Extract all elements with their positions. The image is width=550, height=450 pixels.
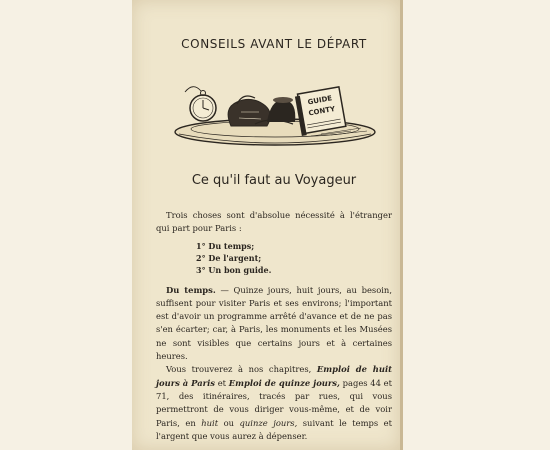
body-text <box>156 209 392 443</box>
section-title: Ce qu'il faut au Voyageur <box>191 173 357 188</box>
chapter-ref-eight-days: Emploi de huit jours à Paris <box>156 364 392 388</box>
list-item: 1° Du temps; <box>196 240 255 251</box>
list-item: 3° Un bon guide. <box>196 264 272 275</box>
intro-paragraph: Trois choses sont d'absolue nécessité à l'étranger qui part pour Paris : <box>156 210 392 234</box>
page-edge <box>400 0 403 450</box>
book-label-guide: GUIDE <box>307 94 333 107</box>
itinerary-paragraph: Vous trouverez à nos chapitres, Emploi de huit jours à Paris et Emploi de quinze jours, pages 44 et 71, des itinéraires, tracés par rues, qui vous permettront de vous diriger vous-même, et de voir Paris, en huit ou quinze jours, suivant le temps et l'argent que vous aurez à dépenser. <box>156 364 392 441</box>
travel-vignette-illustration <box>171 78 379 148</box>
list-item: 2° De l'argent; <box>196 252 262 263</box>
book-label-conty: CONTY <box>307 104 336 118</box>
chapter-ref-fifteen-days: Emploi de quinze jours, <box>228 377 340 388</box>
time-paragraph: Du temps. — Quinze jours, huit jours, au besoin, suffisent pour visiter Paris et ses environs; l'important est d'avoir un programme arrêté d'avance et de ne pas s'en écarter; car, à Paris, les monuments et les Musées ne sont visibles que certains jours et à certaines heures. <box>156 284 392 362</box>
time-lead: Du temps. <box>166 284 216 295</box>
running-header: CONSEILS AVANT LE DÉPART <box>181 37 367 51</box>
requirements-list <box>196 240 392 276</box>
